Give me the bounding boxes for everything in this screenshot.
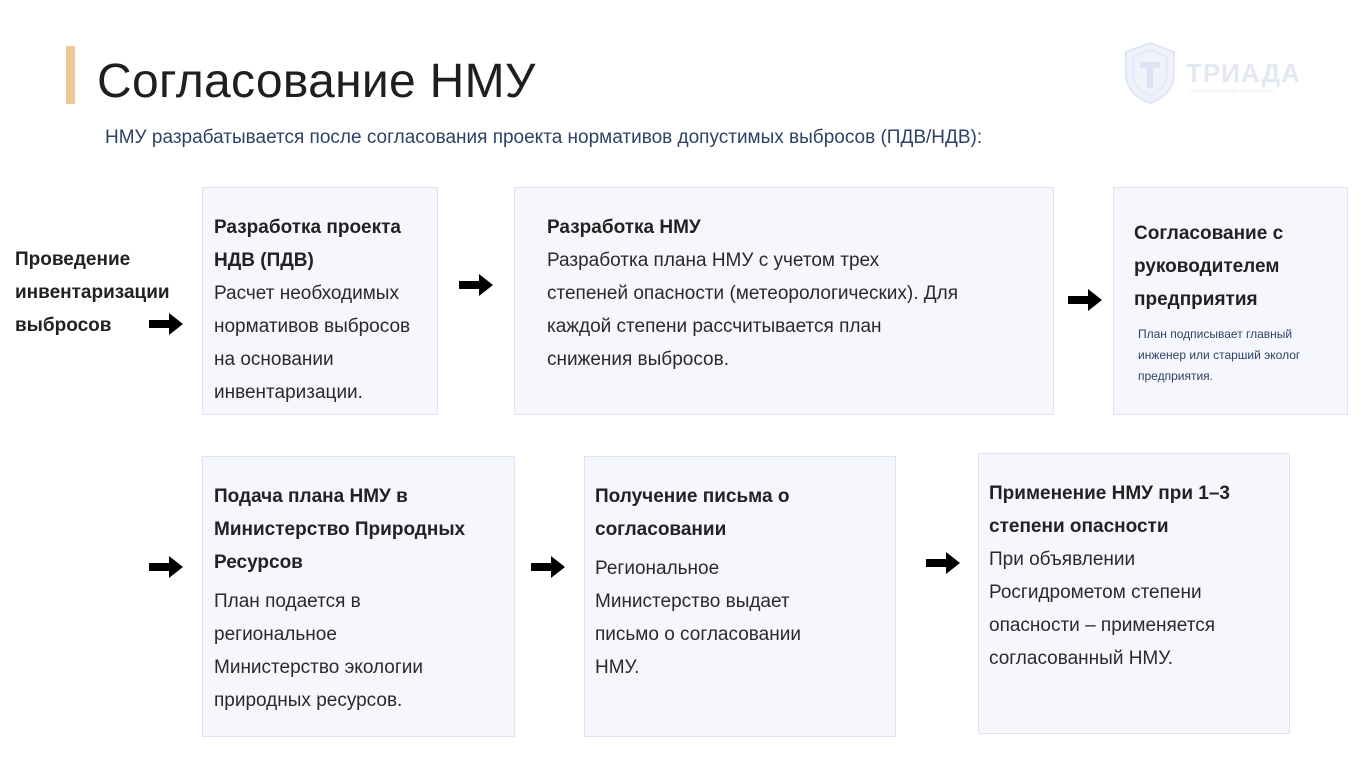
shield-logo-icon [1120,40,1180,106]
arrow-right-icon [926,552,960,574]
arrow-right-icon [531,556,565,578]
step-ndv-text [214,211,432,409]
page-subtitle: НМУ разрабатывается после согласования проекта нормативов допустимых выбросов (ПДВ/НДВ): [105,127,983,148]
step-submit-description: План подается в региональное Министерство экологии природных ресурсов. [214,591,423,711]
step-nmu-heading: Разработка НМУ [547,217,701,238]
step-inventory-label: Проведение инвентаризации выбросов [15,249,170,336]
step-letter-heading: Получение письма о согласовании [595,486,790,540]
step-nmu-text [547,211,962,376]
step-apply-text [989,477,1274,675]
step-apply-description: При объявлении Росгидрометом степени опасности – применяется согласованный НМУ. [989,549,1216,669]
step-approval-heading: Согласование с руководителем предприятия [1134,223,1284,310]
step-submit-heading: Подача плана НМУ в Министерство Природных Ресурсов [214,486,466,573]
logo-wordmark: ТРИАДА [1186,58,1301,88]
step-nmu-description: Разработка плана НМУ с учетом трех степеней опасности (метеорологических). Для каждой степени рассчитывается план снижения выбросов. [547,250,959,370]
company-logo [1120,40,1310,108]
step-approval-note: План подписывает главный инженер или старший эколог предприятия. [1138,327,1301,383]
arrow-right-icon [149,556,183,578]
step-ndv-heading: Разработка проекта НДВ (ПДВ) [214,217,402,271]
step-letter-description: Региональное Министерство выдает письмо о согласовании НМУ. [595,558,801,678]
step-apply-heading: Применение НМУ при 1–3 степени опасности [989,483,1230,537]
logo-tagline: экологический консалтинг [1190,88,1275,95]
arrow-right-icon [459,274,493,296]
title-accent-bar [66,46,75,104]
step-submit-text [214,480,504,717]
page-title: Согласование НМУ [97,55,536,108]
arrow-right-icon [1068,289,1102,311]
step-letter-text [595,480,835,684]
step-ndv-description: Расчет необходимых нормативов выбросов на основании инвентаризации. [214,283,411,403]
arrow-right-icon [149,313,183,335]
